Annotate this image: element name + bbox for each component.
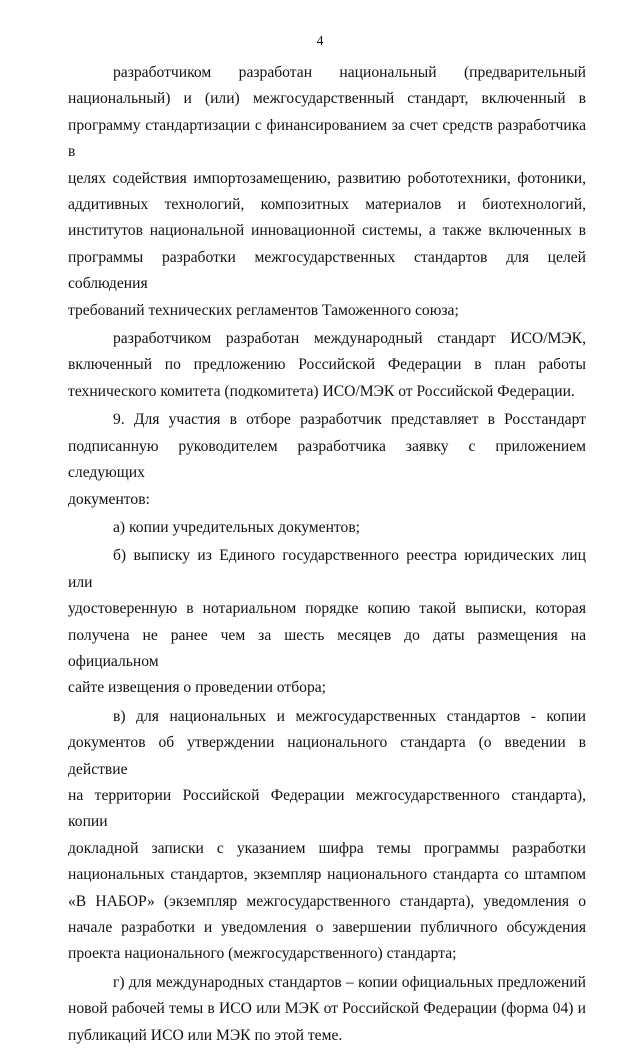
text-line: удостоверенную в нотариальном порядке копию такой выписки, которая	[68, 600, 586, 618]
document-body	[68, 60, 586, 1051]
text-line: включенный по предложению Российской Федерации в план работы	[68, 356, 586, 374]
text-line: документов об утверждении национального стандарта (о введении в действие	[68, 734, 586, 778]
page-number: 4	[316, 34, 324, 49]
text-line: начале разработки и уведомления о завершении публичного обсуждения	[68, 919, 586, 936]
text-line: г) для международных стандартов – копии официальных предложений	[113, 973, 586, 991]
text-line: 9. Для участия в отборе разработчик представляет в Росстандарт	[113, 411, 586, 429]
text-line: публикаций ИСО или МЭК по этой теме.	[68, 1026, 343, 1044]
paragraph-item-9	[68, 407, 586, 513]
text-line: подписанную руководителем разработчика заявку с приложением следующих	[68, 437, 586, 482]
text-line: разработчиком разработан международный стандарт ИСО/МЭК,	[113, 330, 586, 348]
text-line: программу стандартизации с финансированием за счет средств разработчика в	[68, 116, 586, 161]
paragraph-subitem-a	[68, 515, 586, 541]
text-line: а) копии учредительных документов;	[113, 518, 361, 536]
text-line: целях содействия импортозамещению, развитию робототехники, фотоники,	[68, 169, 586, 187]
paragraph-developer-national-standard	[68, 60, 586, 324]
text-line: технического комитета (подкомитета) ИСО/МЭК от Российской Федерации.	[68, 382, 575, 400]
text-line: докладной записки с указанием шифра темы программы разработки	[68, 839, 586, 857]
text-line: новой рабочей темы в ИСО или МЭК от Российской Федерации (форма 04) и	[68, 1000, 586, 1018]
text-line: требований технических регламентов Таможенного союза;	[68, 301, 459, 319]
text-line: б) выписку из Единого государственного реестра юридических лиц или	[68, 547, 586, 591]
paragraph-subitem-g	[68, 970, 586, 1049]
text-line: на территории Российской Федерации межгосударственного стандарта), копии	[68, 786, 586, 831]
text-line: разработчиком разработан национальный (предварительный	[113, 64, 586, 81]
text-line: национальных стандартов, экземпляр национального стандарта со штампом	[68, 866, 586, 884]
text-line: программы разработки межгосударственных стандартов для целей соблюдения	[68, 248, 586, 293]
text-line: национальный) и (или) межгосударственный стандарт, включенный в	[68, 90, 586, 108]
paragraph-subitem-b	[68, 543, 586, 701]
text-line: документов:	[68, 490, 150, 508]
paragraph-subitem-v	[68, 704, 586, 968]
text-line: получена не ранее чем за шесть месяцев до даты размещения на официальном	[68, 626, 586, 670]
text-line: институтов национальной инновационной системы, а также включенных в	[68, 222, 586, 240]
text-line: сайте извещения о проведении отбора;	[68, 679, 326, 697]
paragraph-developer-international-standard	[68, 326, 586, 405]
text-line: проекта национального (межгосударственного) стандарта;	[68, 945, 457, 963]
text-line: аддитивных технологий, композитных материалов и биотехнологий,	[68, 196, 586, 214]
text-line: в) для национальных и межгосударственных стандартов - копии	[113, 707, 586, 725]
text-line: «В НАБОР» (экземпляр межгосударственного стандарта), уведомления о	[68, 892, 586, 910]
